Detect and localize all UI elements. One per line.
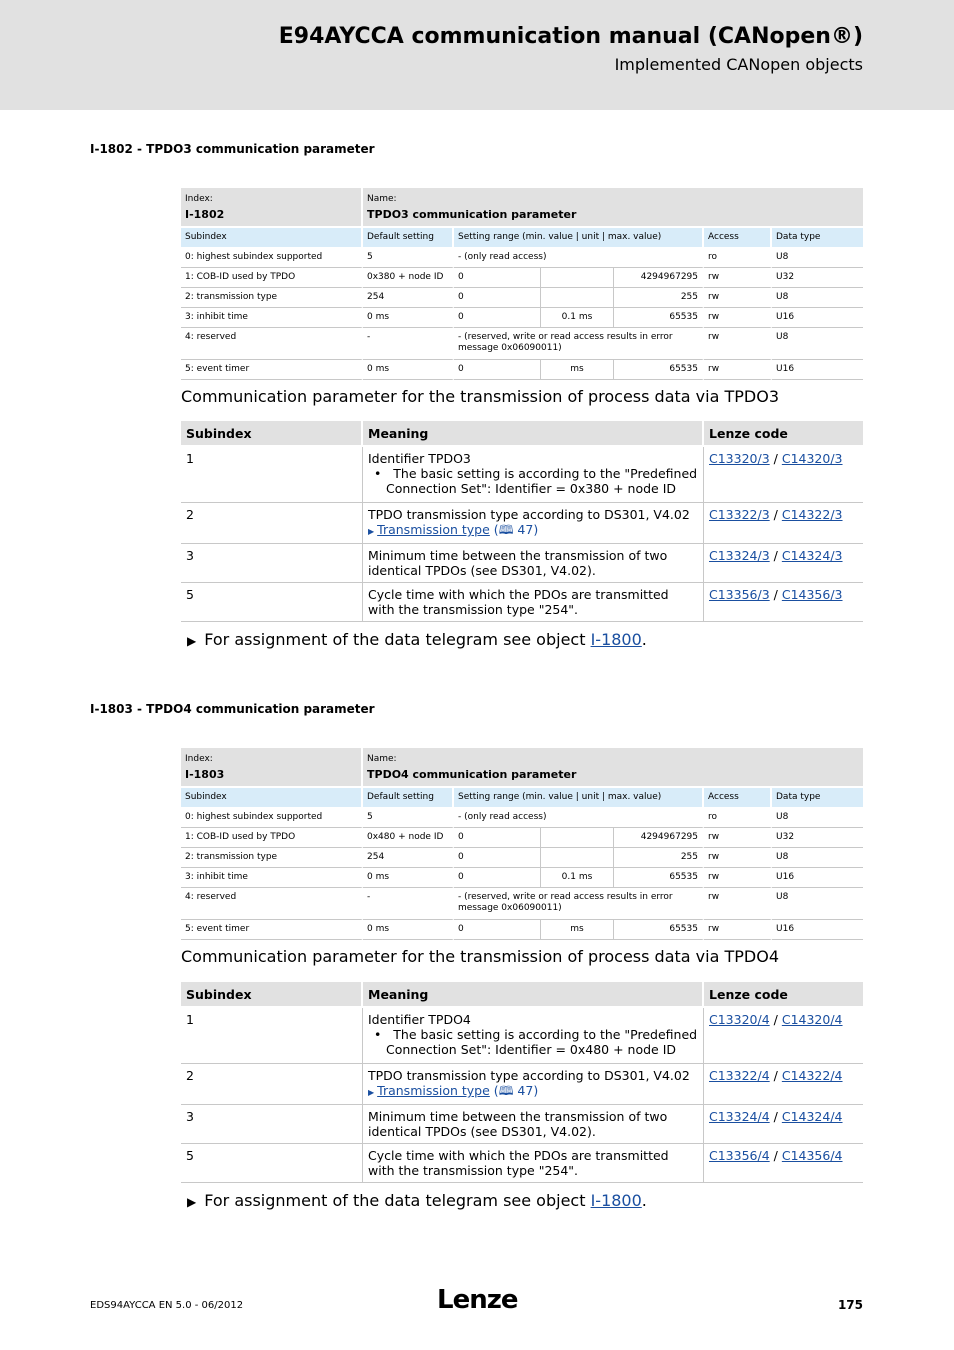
parameter-table-i1803 (181, 748, 863, 940)
code-link[interactable]: C13324/3 (709, 548, 770, 563)
table-row: 5: event timer 0 ms 0 ms 65535 rw U16 (181, 360, 863, 380)
page-header (0, 0, 954, 110)
meaning-header-row: Subindex Meaning Lenze code (181, 982, 863, 1008)
table-row: 1: COB-ID used by TPDO 0x480 + node ID 0 4294967295 rw U32 (181, 828, 863, 848)
name-label: Name: (367, 754, 397, 764)
col-default: Default setting (363, 788, 454, 808)
table-row: 5: event timer 0 ms 0 ms 65535 rw U16 (181, 920, 863, 940)
code-link[interactable]: C13356/4 (709, 1148, 770, 1163)
code-link[interactable]: C13356/3 (709, 587, 770, 602)
link-arrow-icon: ▶ (368, 1088, 375, 1097)
index-label: Index: (185, 754, 213, 764)
section-description-tpdo3: Communication parameter for the transmission of process data via TPDO3 (181, 387, 779, 406)
table-header-row (181, 188, 863, 228)
link-arrow-icon: ▶ (368, 527, 375, 536)
table-header-row (181, 748, 863, 788)
book-icon: 🕮 (498, 1083, 514, 1098)
assignment-note: ▶ For assignment of the data telegram see object I-1800. (187, 630, 647, 649)
col-range: Setting range (min. value | unit | max. value) (454, 788, 704, 808)
col-datatype: Data type (772, 788, 863, 808)
column-header-row (181, 788, 863, 808)
table-row: 3 Minimum time between the transmission of two identical TPDOs (see DS301, V4.02). C13324/4 / C14324/4 (181, 1105, 863, 1144)
code-link[interactable]: C13322/4 (709, 1068, 770, 1083)
book-icon: 🕮 (498, 522, 514, 537)
code-link[interactable]: C14356/3 (781, 587, 843, 602)
table-row: 3 Minimum time between the transmission of two identical TPDOs (see DS301, V4.02). C13324/3 / C14324/3 (181, 544, 863, 583)
code-link[interactable]: C14320/3 (781, 451, 843, 466)
index-value: I-1803 (185, 768, 225, 781)
code-link[interactable]: C14322/3 (781, 507, 843, 522)
triangle-right-icon: ▶ (187, 634, 197, 648)
object-link-i1800[interactable]: I-1800 (590, 1191, 642, 1210)
meaning-header-row: Subindex Meaning Lenze code (181, 421, 863, 447)
code-link[interactable]: C13320/4 (709, 1012, 770, 1027)
col-range: Setting range (min. value | unit | max. value) (454, 228, 704, 248)
transmission-type-link[interactable]: Transmission type (377, 522, 490, 537)
page-number: 175 (837, 1298, 863, 1312)
col-access: Access (704, 228, 772, 248)
meaning-table-tpdo4 (181, 982, 863, 1183)
col-access: Access (704, 788, 772, 808)
assignment-note: ▶ For assignment of the data telegram see object I-1800. (187, 1191, 647, 1210)
triangle-right-icon: ▶ (187, 1195, 197, 1209)
lenze-logo: Lenze (437, 1285, 518, 1315)
column-header-row (181, 228, 863, 248)
table-row: 1: COB-ID used by TPDO 0x380 + node ID 0 4294967295 rw U32 (181, 268, 863, 288)
chapter-title: Implemented CANopen objects (614, 55, 863, 74)
col-subindex: Subindex (181, 228, 363, 248)
name-value: TPDO3 communication parameter (367, 208, 577, 221)
table-row: 2 TPDO transmission type according to DS301, V4.02 ▶ Transmission type (🕮 47) C13322/4 / C14322/4 (181, 1064, 863, 1105)
meaning-table-tpdo3 (181, 421, 863, 622)
parameter-table-i1802 (181, 188, 863, 380)
table-row: 2 TPDO transmission type according to DS301, V4.02 ▶ Transmission type (🕮 47) C13322/3 / C14322/3 (181, 503, 863, 544)
footer-doc-id: EDS94AYCCA EN 5.0 - 06/2012 (90, 1300, 244, 1311)
index-value: I-1802 (185, 208, 225, 221)
table-row: 3: inhibit time 0 ms 0 0.1 ms 65535 rw U16 (181, 868, 863, 888)
table-row: 5 Cycle time with which the PDOs are transmitted with the transmission type "254". C13356/3 / C14356/3 (181, 583, 863, 622)
name-value: TPDO4 communication parameter (367, 768, 577, 781)
code-link[interactable]: C13320/3 (709, 451, 770, 466)
table-row: 2: transmission type 254 0 255 rw U8 (181, 288, 863, 308)
table-row: 4: reserved - - (reserved, write or read access results in error message 0x06090011) rw U8 (181, 888, 863, 920)
section-title-i1802: I-1802 - TPDO3 communication parameter (90, 142, 375, 156)
code-link[interactable]: C14320/4 (781, 1012, 843, 1027)
table-row: 1 Identifier TPDO4 • The basic setting is according to the "Predefined Connection Set": Identifier = 0x480 + node ID C13320/4 / C14320/4 (181, 1008, 863, 1064)
object-link-i1800[interactable]: I-1800 (590, 630, 642, 649)
code-link[interactable]: C14324/4 (781, 1109, 843, 1124)
table-row: 1 Identifier TPDO3 • The basic setting is according to the "Predefined Connection Set": Identifier = 0x380 + node ID C13320/3 / C14320/3 (181, 447, 863, 503)
table-row: 4: reserved - - (reserved, write or read access results in error message 0x06090011) rw U8 (181, 328, 863, 360)
section-title-i1803: I-1803 - TPDO4 communication parameter (90, 702, 375, 716)
name-label: Name: (367, 194, 397, 204)
code-link[interactable]: C13322/3 (709, 507, 770, 522)
code-link[interactable]: C13324/4 (709, 1109, 770, 1124)
table-row: 3: inhibit time 0 ms 0 0.1 ms 65535 rw U16 (181, 308, 863, 328)
code-link[interactable]: C14324/3 (781, 548, 843, 563)
table-row: 0: highest subindex supported 5 - (only read access) ro U8 (181, 808, 863, 828)
code-link[interactable]: C14322/4 (781, 1068, 843, 1083)
index-label: Index: (185, 194, 213, 204)
table-row: 2: transmission type 254 0 255 rw U8 (181, 848, 863, 868)
code-link[interactable]: C14356/4 (781, 1148, 843, 1163)
table-row: 0: highest subindex supported 5 - (only read access) ro U8 (181, 248, 863, 268)
col-default: Default setting (363, 228, 454, 248)
document-title: E94AYCCA communication manual (CANopen®) (278, 24, 863, 49)
col-subindex: Subindex (181, 788, 363, 808)
section-description-tpdo4: Communication parameter for the transmission of process data via TPDO4 (181, 947, 779, 966)
transmission-type-link[interactable]: Transmission type (377, 1083, 490, 1098)
col-datatype: Data type (772, 228, 863, 248)
table-row: 5 Cycle time with which the PDOs are transmitted with the transmission type "254". C13356/4 / C14356/4 (181, 1144, 863, 1183)
